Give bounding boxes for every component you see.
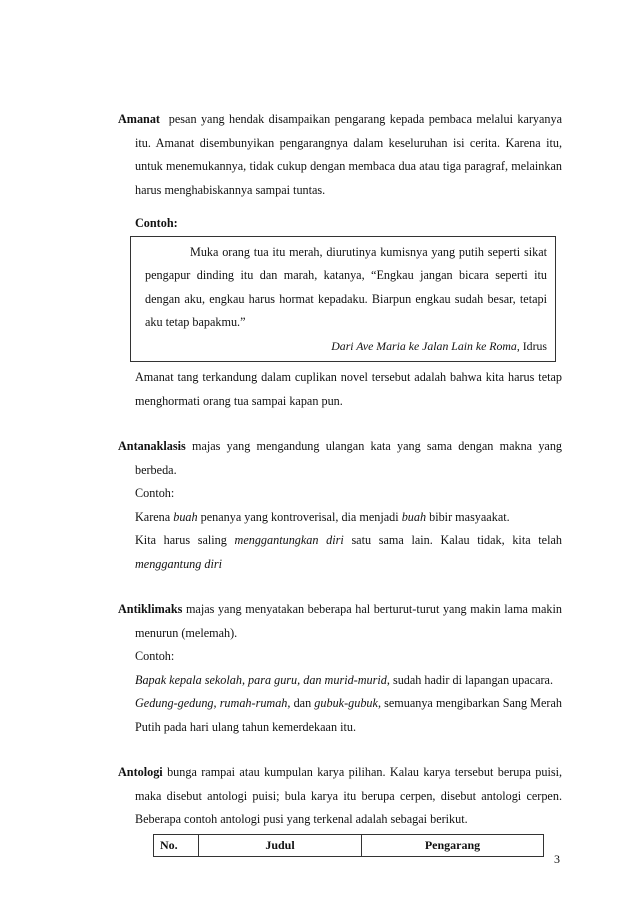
- ex-text: penanya yang kontroverisal, dia menjadi: [197, 509, 402, 524]
- ex-italic: buah: [401, 509, 427, 524]
- ex-italic: Bapak kepala sekolah, para guru, dan murid-murid: [135, 672, 387, 687]
- amanat-conclusion: Amanat tang terkandung dalam cuplikan novel tersebut adalah bahwa kita harus tetap menghormati orang tua sampai kapan pun.: [135, 370, 562, 408]
- quote-text: Muka orang tua itu merah, diurutinya kumisnya yang putih seperti sikat pengapur dinding itu dan marah, katanya, “Engkau jangan bicara seperti itu dengan aku, engkau harus hormat kepadaku. Biarpun engkau sudah besar, tetapi aku tetap bapakmu.”: [145, 244, 547, 329]
- amanat-definition: pesan yang hendak disampaikan pengarang kepada pembaca melalui karyanya itu. Amanat disembunyikan pengarangnya dalam keseluruhan isi cerita. Karena itu, untuk menemukannya, tidak cukup dengan membaca dua atau tiga paragraf, melainkan harus menghabiskannya sampai tuntas.: [135, 112, 563, 197]
- antiklimaks-example-2: [118, 692, 562, 739]
- ex-italic: gubuk-gubuk: [314, 696, 378, 710]
- antanaklasis-example-label: Contoh:: [135, 486, 175, 500]
- page-number: 3: [554, 852, 560, 866]
- table-header-pengarang: Pengarang: [362, 834, 544, 856]
- antologi-definition: bunga rampai atau kumpulan karya pilihan. Kalau karya tersebut berupa puisi, maka disebut antologi puisi; bula karya itu berupa cerpen, disebut antologi cerpen. Beberapa contoh antologi pusi yang terkenal adalah sebagai berikut.: [135, 765, 563, 826]
- entry-antiklimaks: [118, 598, 562, 739]
- antanaklasis-example-1: [118, 506, 562, 530]
- ex-italic: menggantung diri: [135, 556, 223, 571]
- antiklimaks-definition: majas yang menyatakan beberapa hal berturut-turut yang makin lama makin menurun (melemah).: [135, 602, 563, 640]
- ex-text: , semuanya mengibarkan Sang Merah Putih pada hari ulang tahun kemerdekaan itu.: [135, 696, 562, 734]
- quote-box: [130, 236, 556, 363]
- entry-antologi: [118, 761, 562, 857]
- term-antiklimaks: Antiklimaks: [118, 602, 183, 616]
- ex-italic: menggantungkan diri: [234, 533, 344, 547]
- amanat-definition-paragraph: [118, 108, 562, 202]
- antologi-definition-paragraph: [118, 761, 562, 832]
- ex-text: bibir masyaakat.: [426, 509, 510, 524]
- term-antologi: Antologi: [118, 765, 163, 779]
- ex-text: , sudah hadir di lapangan upacara.: [386, 672, 554, 687]
- ex-italic: buah: [173, 509, 198, 524]
- ex-text: Karena: [135, 509, 174, 524]
- antiklimaks-definition-paragraph: [118, 598, 562, 645]
- antanaklasis-definition: majas yang mengandung ulangan kata yang sama dengan makna yang berbeda.: [135, 439, 563, 477]
- source-title: Dari Ave Maria ke Jalan Lain ke Roma: [331, 338, 517, 353]
- antiklimaks-example-1: [118, 669, 562, 693]
- source-author: , Idrus: [516, 338, 547, 353]
- antologi-table: [153, 834, 544, 857]
- quote-source: [145, 335, 547, 359]
- ex-text: Kita harus saling: [135, 533, 235, 547]
- term-antanaklasis: Antanaklasis: [118, 439, 186, 453]
- antanaklasis-definition-paragraph: [118, 435, 562, 482]
- term-amanat: Amanat: [118, 112, 160, 126]
- table-header-judul: Judul: [199, 834, 362, 856]
- table-header-no: No.: [154, 834, 199, 856]
- ex-text: dan: [290, 696, 315, 710]
- entry-antanaklasis: [118, 435, 562, 576]
- entry-amanat: [118, 108, 562, 413]
- antologi-table-wrap: [153, 834, 562, 857]
- antanaklasis-example-2: [118, 529, 562, 576]
- page-content: [118, 108, 562, 857]
- antiklimaks-example-label: Contoh:: [135, 649, 175, 663]
- table-header-row: [154, 834, 544, 856]
- amanat-example-label: Contoh:: [135, 216, 178, 230]
- ex-italic: Gedung-gedung, rumah-rumah,: [135, 696, 291, 710]
- ex-text: satu sama lain. Kalau tidak, kita telah: [343, 533, 562, 547]
